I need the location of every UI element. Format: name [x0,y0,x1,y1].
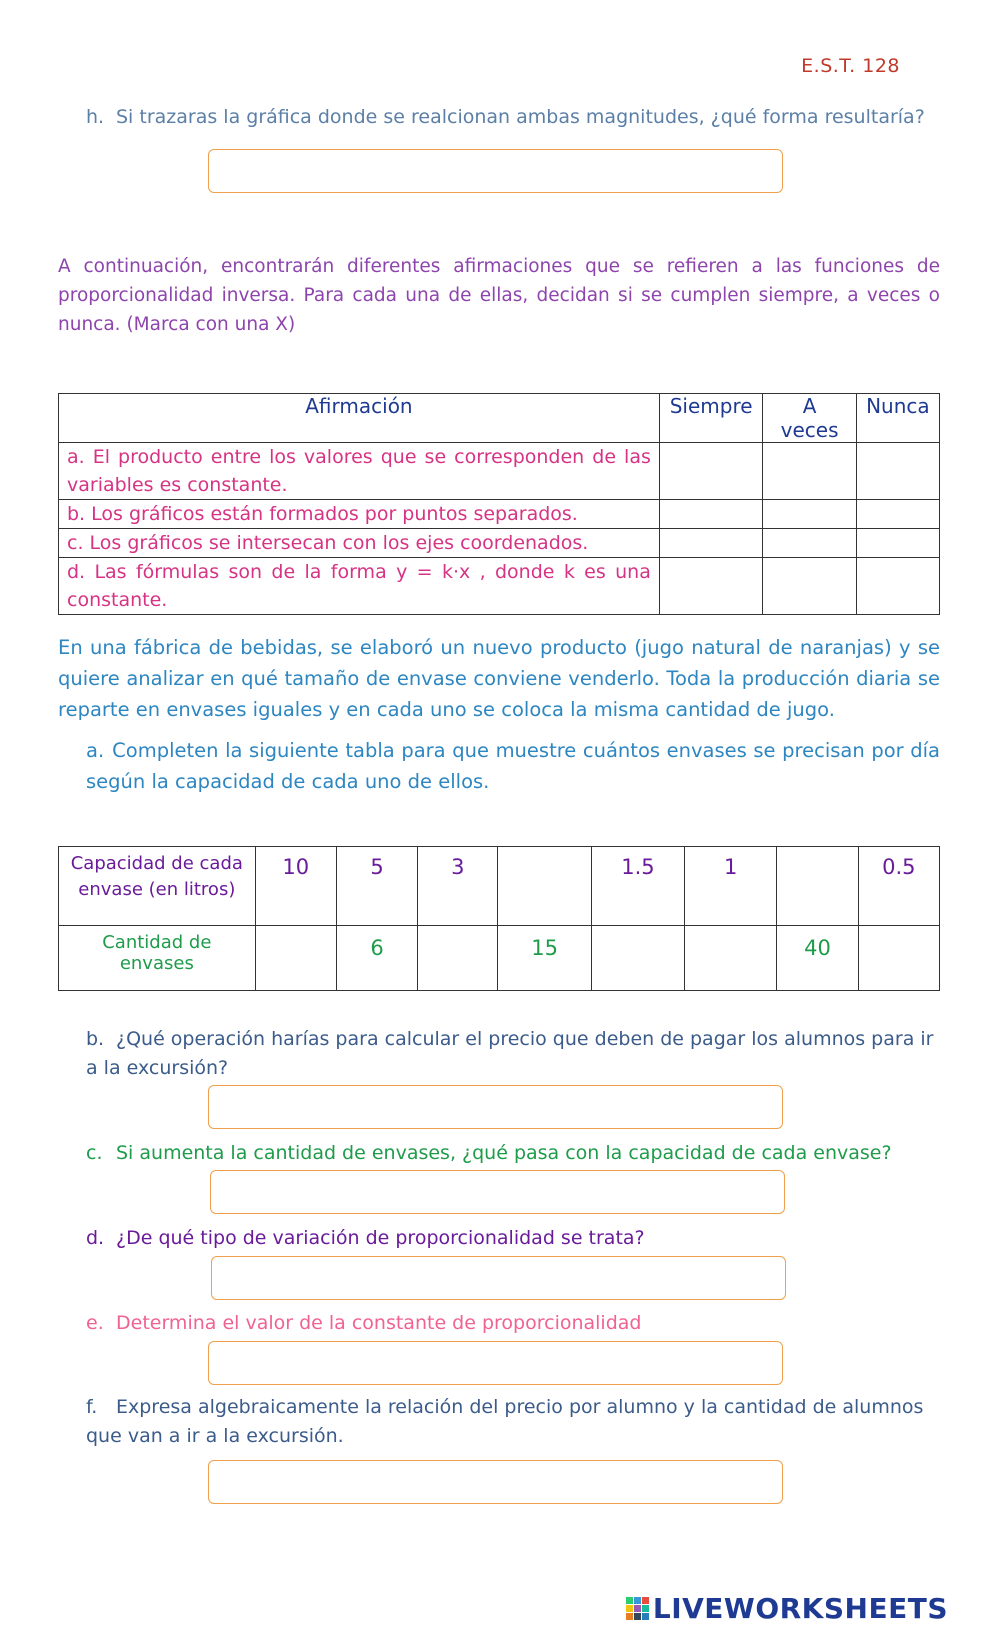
story-text: En una fábrica de bebidas, se elaboró un nuevo producto (jugo natural de naranjas) y se quiere analizar en qué tamaño de envase conviene venderlo. Toda la producción diaria se reparte en envases iguales y en cada uno se coloca la misma cantidad de jugo. [58,636,940,721]
question-b-label: b. [86,1028,105,1050]
question-c-label: c. [86,1142,103,1164]
header-nunca: Nunca [856,394,939,443]
question-d-label: d. [86,1227,105,1249]
school-code: E.S.T. 128 [801,55,900,77]
cell-c-a-veces[interactable] [763,529,856,558]
question-h-label: h. [86,106,105,128]
answer-box-e[interactable] [208,1341,783,1385]
capacity-cell: 10 [255,847,336,926]
quantity-cell-blank[interactable] [255,926,336,991]
cell-b-nunca[interactable] [856,500,939,529]
quantity-row-header: Cantidad de envases [59,926,256,991]
statement-b: b. Los gráficos están formados por puntos separados. [59,500,660,529]
cell-d-a-veces[interactable] [763,558,856,615]
question-h [86,103,925,132]
answer-box-d[interactable] [211,1256,786,1300]
capacity-cell: 5 [336,847,417,926]
question-a [86,735,940,797]
answer-box-c[interactable] [210,1170,785,1214]
question-b [86,1025,946,1083]
cell-a-siempre[interactable] [659,443,763,500]
cell-a-nunca[interactable] [856,443,939,500]
quantity-cell-blank[interactable] [591,926,684,991]
question-f-label: f. [86,1396,98,1418]
intro-text: A continuación, encontrarán diferentes afirmaciones que se refieren a las funciones de proporcionalidad inversa. Para cada una de ellas, decidan si se cumplen siempre, a veces o nunca. (Marca con una X) [58,256,940,335]
capacity-cell-blank[interactable] [777,847,858,926]
question-a-label: a. [86,739,105,762]
quantity-cell: 40 [777,926,858,991]
cell-d-siempre[interactable] [659,558,763,615]
question-e [86,1309,641,1338]
question-f-text: Expresa algebraicamente la relación del precio por alumno y la cantidad de alumnos que van a ir a la excursión. [86,1396,924,1447]
question-d-text: ¿De qué tipo de variación de proporcionalidad se trata? [116,1227,645,1249]
header-afirmacion: Afirmación [59,394,660,443]
capacity-cell: 0.5 [858,847,939,926]
header-a-veces: A veces [763,394,856,443]
question-c [86,1139,892,1168]
capacity-cell: 1 [685,847,777,926]
capacity-cell: 1.5 [591,847,684,926]
question-a-text: Completen la siguiente tabla para que muestre cuántos envases se precisan por día según la capacidad de cada uno de ellos. [86,739,940,793]
logo-grid-icon [626,1597,649,1620]
question-c-text: Si aumenta la cantidad de envases, ¿qué pasa con la capacidad de cada envase? [116,1142,892,1164]
cell-b-siempre[interactable] [659,500,763,529]
quantity-cell: 6 [336,926,417,991]
question-e-text: Determina el valor de la constante de proporcionalidad [116,1312,642,1334]
question-f [86,1393,946,1451]
answer-box-b[interactable] [208,1085,783,1129]
answer-box-h[interactable] [208,149,783,193]
statements-table [58,393,940,615]
quantity-cell-blank[interactable] [418,926,498,991]
question-e-label: e. [86,1312,104,1334]
question-d [86,1224,645,1253]
logo-text: LIVEWORKSHEETS [652,1592,948,1625]
quantity-cell: 15 [498,926,591,991]
cell-c-siempre[interactable] [659,529,763,558]
capacity-cell: 3 [418,847,498,926]
cell-d-nunca[interactable] [856,558,939,615]
cell-a-a-veces[interactable] [763,443,856,500]
quantity-cell-blank[interactable] [685,926,777,991]
question-b-text: ¿Qué operación harías para calcular el precio que deben de pagar los alumnos para ir a la excursión? [86,1028,934,1079]
answer-box-f[interactable] [208,1460,783,1504]
statement-a: a. El producto entre los valores que se corresponden de las variables es constante. [59,443,660,500]
statement-d: d. Las fórmulas son de la forma y = k·x , donde k es una constante. [59,558,660,615]
cell-c-nunca[interactable] [856,529,939,558]
question-h-text: Si trazaras la gráfica donde se realcionan ambas magnitudes, ¿qué forma resultaría? [116,106,925,128]
cell-b-a-veces[interactable] [763,500,856,529]
capacity-row-header: Capacidad de cada envase (en litros) [59,847,256,926]
quantity-cell-blank[interactable] [858,926,939,991]
capacity-cell-blank[interactable] [498,847,591,926]
liveworksheets-logo [626,1592,948,1625]
capacity-table [58,846,940,991]
statement-c: c. Los gráficos se intersecan con los ejes coordenados. [59,529,660,558]
header-siempre: Siempre [659,394,763,443]
